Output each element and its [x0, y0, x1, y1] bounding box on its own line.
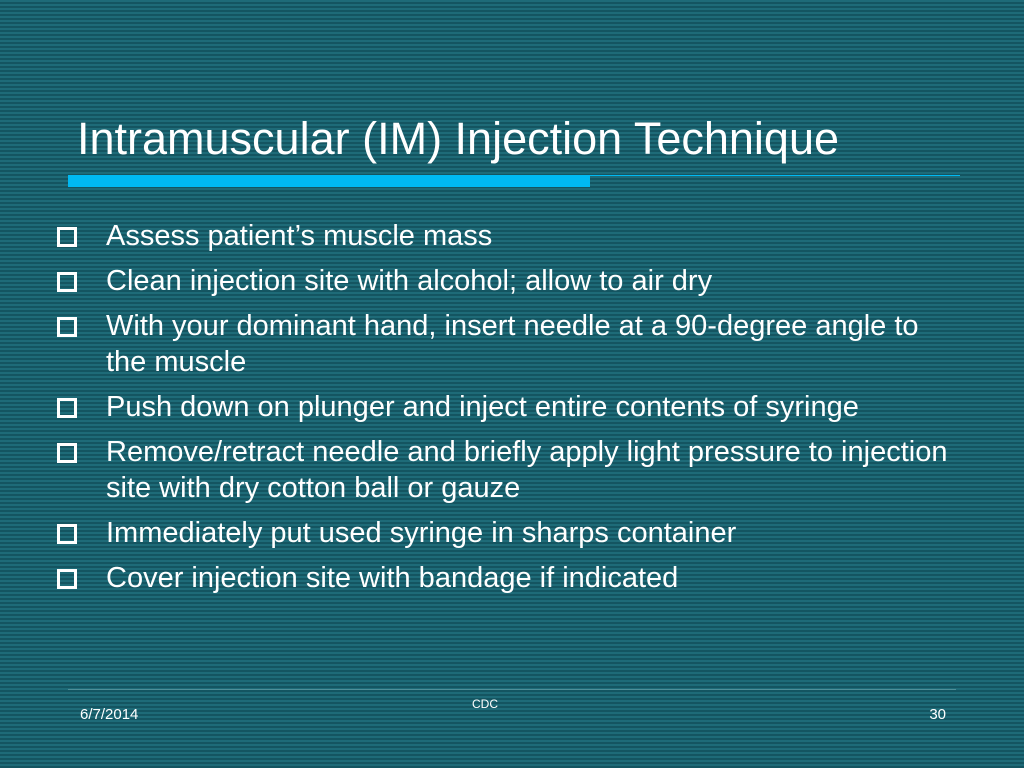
footer-divider	[68, 689, 956, 690]
bullet-item	[56, 389, 956, 425]
hollow-square-bullet-icon	[57, 524, 77, 544]
hollow-square-bullet-icon	[57, 227, 77, 247]
bullet-item	[56, 308, 956, 380]
title-underline-accent	[68, 175, 590, 187]
bullet-text: Remove/retract needle and briefly apply light pressure to injection site with dry cotton ball or gauze	[106, 436, 948, 504]
bullet-text: Push down on plunger and inject entire contents of syringe	[106, 391, 859, 423]
footer-date: 6/7/2014	[80, 706, 139, 723]
hollow-square-bullet-icon	[57, 443, 77, 463]
hollow-square-bullet-icon	[57, 272, 77, 292]
page-number: 30	[929, 706, 946, 723]
hollow-square-bullet-icon	[57, 317, 77, 337]
bullet-item	[56, 263, 956, 299]
bullet-text: Assess patient’s muscle mass	[106, 220, 493, 252]
hollow-square-bullet-icon	[57, 569, 77, 589]
bullet-text: Cover injection site with bandage if indicated	[106, 562, 679, 594]
footer-source: CDC	[472, 697, 498, 711]
bullet-text: Clean injection site with alcohol; allow to air dry	[106, 265, 713, 297]
bullet-item	[56, 560, 956, 596]
slide-title: Intramuscular (IM) Injection Technique	[77, 113, 840, 164]
bullet-text: Immediately put used syringe in sharps container	[106, 517, 737, 549]
bullet-item	[56, 218, 956, 254]
bullet-item	[56, 515, 956, 551]
bullet-list	[56, 218, 956, 605]
bullet-text: With your dominant hand, insert needle at a 90-degree angle to the muscle	[106, 310, 919, 378]
bullet-item	[56, 434, 956, 506]
hollow-square-bullet-icon	[57, 398, 77, 418]
title-underline-thin	[590, 175, 960, 176]
